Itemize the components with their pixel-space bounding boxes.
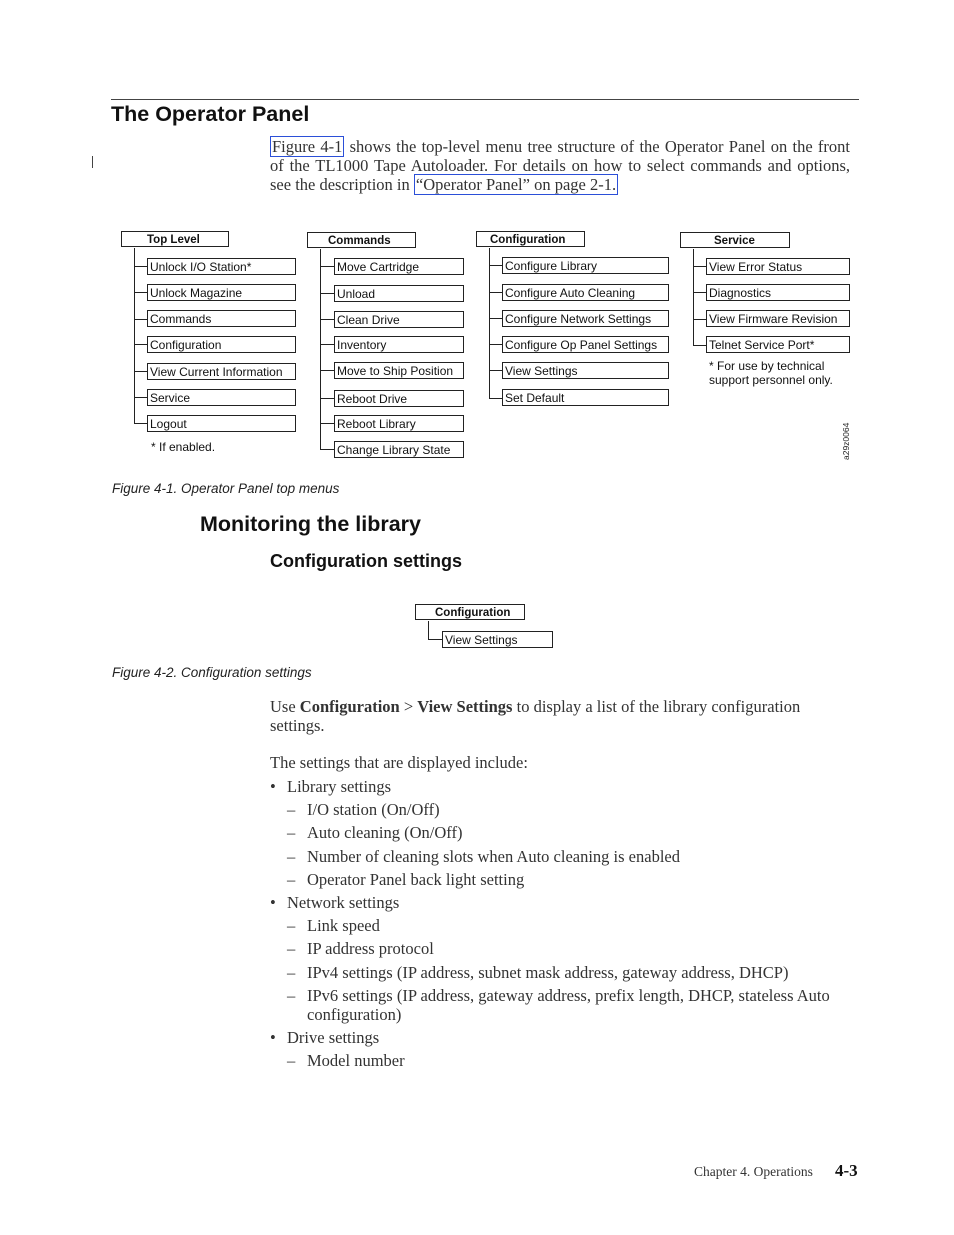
commands-header: Commands [307,232,416,248]
figure-caption: Figure 4-2. Configuration settings [112,665,312,680]
settings-group [270,777,830,889]
settings-list [270,777,830,1075]
dash-marker: – [287,939,296,959]
menu-item: Change Library State [334,441,464,458]
settings-item-text: Number of cleaning slots when Auto cleaning is enabled [307,846,680,866]
menu-item: Clean Drive [334,311,464,328]
settings-group [270,1028,830,1070]
settings-group-label: Network settings [287,893,400,913]
settings-item [287,823,830,842]
menu-item: Move Cartridge [334,258,464,275]
footer-chapter: Chapter 4. Operations [694,1164,813,1179]
settings-intro: The settings that are displayed include: [270,753,528,772]
settings-item-text: IPv6 settings (IP address, gateway address, prefix length, DHCP, stateless Auto configuration) [307,986,830,1025]
menu-item: Move to Ship Position [334,362,464,379]
section-title: The Operator Panel [111,102,310,126]
service-header: Service [680,232,790,248]
menu-item: Telnet Service Port* [706,336,850,353]
menu-item: Unlock I/O Station* [147,258,296,275]
settings-group-label: Library settings [287,777,392,796]
connector [428,621,442,640]
usage-text: to display a list of the library configuration settings. [270,697,801,735]
bullet-marker: • [270,893,276,913]
settings-sublist [287,916,830,1024]
service-note-line: support personnel only. [709,373,833,387]
settings-item-text: Operator Panel back light setting [307,869,525,889]
settings-item-text: IPv4 settings (IP address, subnet mask address, gateway address, DHCP) [307,962,789,982]
settings-item [287,870,830,889]
settings-item [287,1051,830,1070]
menu-item: View Settings [442,631,553,648]
menu-item: Unload [334,285,464,302]
dash-marker: – [287,916,296,936]
top-level-header: Top Level [121,231,229,247]
menu-path-view-settings: View Settings [417,697,513,716]
menu-item: Set Default [502,389,669,406]
menu-item: Commands [147,310,296,327]
page-number: 4-3 [835,1161,858,1180]
dash-marker: – [287,1051,296,1071]
menu-item: View Firmware Revision [706,310,850,327]
usage-text: Use [270,697,300,716]
menu-item: View Current Information [147,363,296,380]
dash-marker: – [287,823,296,843]
bullet-marker: • [270,777,276,796]
settings-group-label: Drive settings [287,1028,380,1048]
settings-sublist [287,800,830,889]
settings-item-text: I/O station (On/Off) [307,800,440,819]
menu-item: Unlock Magazine [147,284,296,301]
menu-item: Configure Auto Cleaning [502,284,669,301]
settings-group [270,893,830,1024]
configuration-header: Configuration [476,231,585,247]
settings-item-text: Link speed [307,916,380,936]
menu-item: Logout [147,415,296,432]
menu-item: Diagnostics [706,284,850,301]
menu-item: Configure Network Settings [502,310,669,327]
dash-marker: – [287,986,296,1006]
usage-paragraph [270,697,850,735]
menu-path-configuration: Configuration [299,697,400,716]
operator-panel-link[interactable]: “Operator Panel” on page 2-1. [415,175,617,194]
menu-item: View Settings [502,362,669,379]
menu-item: View Error Status [706,258,850,275]
figure-link[interactable]: Figure 4-1 [272,137,343,156]
menu-item: Configure Library [502,257,669,274]
settings-sublist [287,1051,830,1070]
dash-marker: – [287,800,296,819]
intro-text: shows the top-level menu tree structure of the Operator Panel on the front of the TL1000 Tape Autoloader. For details on how to select commands and options, see the description in [270,137,850,194]
settings-item [287,939,830,958]
menu-item: Reboot Drive [334,390,464,407]
monitoring-title: Monitoring the library [200,512,421,536]
menu-item: Service [147,389,296,406]
menu-item: Configuration [147,336,296,353]
menu-item: Reboot Library [334,415,464,432]
menu-path-separator: > [399,697,418,716]
menu-item: Inventory [334,336,464,353]
dash-marker: – [287,962,296,982]
configuration-header: Configuration [415,604,525,620]
settings-item [287,800,830,819]
figure-caption: Figure 4-1. Operator Panel top menus [112,481,340,496]
settings-item [287,963,830,982]
settings-item [287,986,830,1024]
settings-item-text: Model number [307,1051,405,1071]
service-note-line: * For use by technical [709,359,825,373]
menu-item: Configure Op Panel Settings [502,336,669,353]
settings-item-text: Auto cleaning (On/Off) [307,823,463,843]
bullet-marker: • [270,1028,276,1048]
dash-marker: – [287,869,296,889]
subsection-title: Configuration settings [270,551,462,571]
settings-item [287,847,830,866]
top-level-note: * If enabled. [151,440,216,454]
settings-item-text: IP address protocol [307,939,434,959]
dash-marker: – [287,846,296,866]
settings-bullets [270,777,830,1070]
settings-item [287,916,830,935]
art-code: a29z0064 [841,422,851,460]
